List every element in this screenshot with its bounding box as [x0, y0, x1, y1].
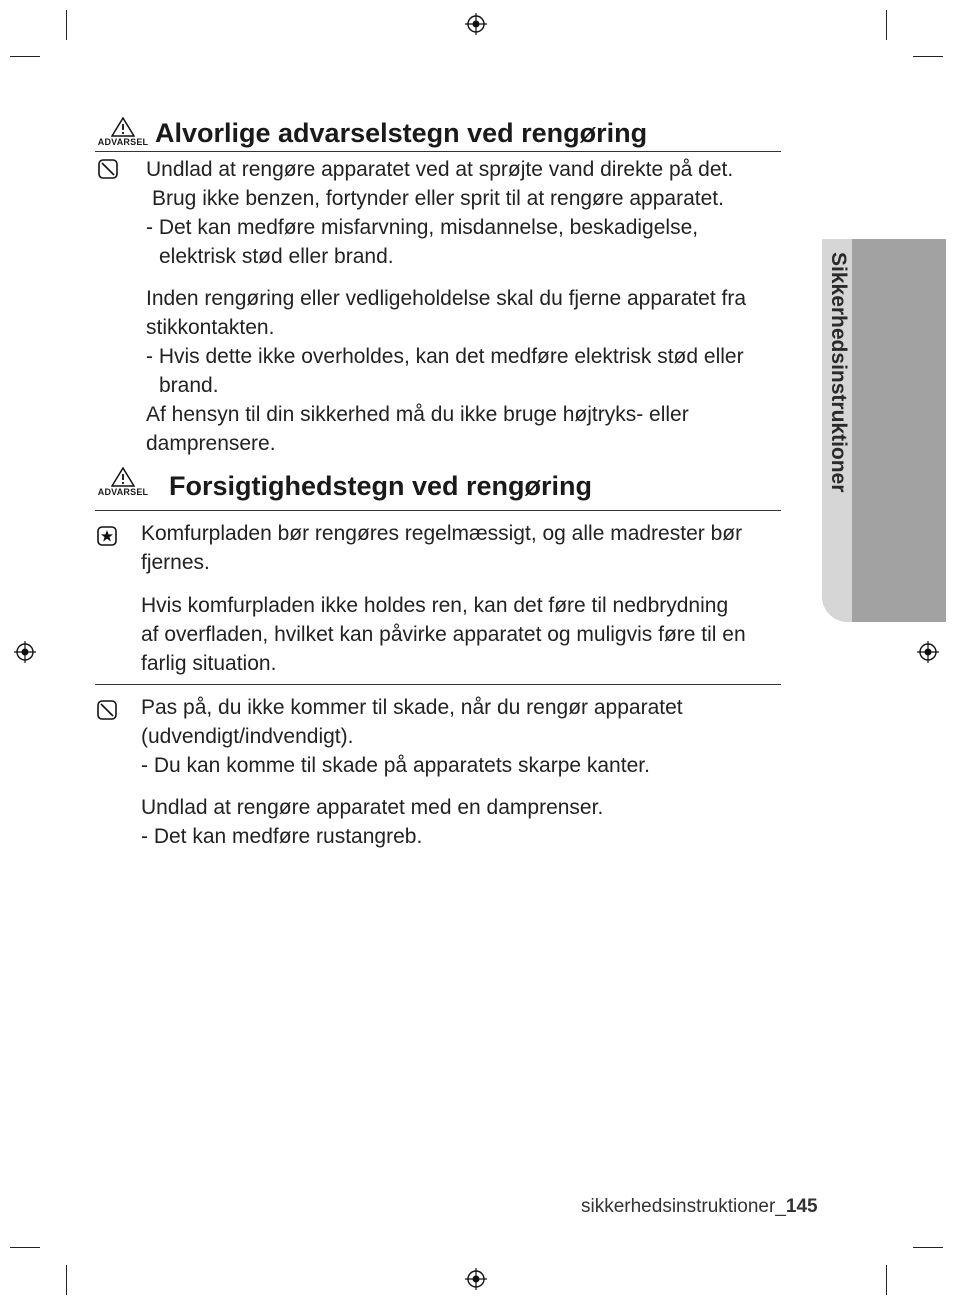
crop-mark	[10, 1247, 40, 1248]
registration-mark-icon	[917, 641, 939, 663]
crop-mark	[886, 1265, 887, 1295]
section-title: Alvorlige advarselstegn ved rengøring	[155, 118, 648, 148]
text-line: af overfladen, hvilket kan påvirke apparatet og muligvis føre til en	[141, 623, 746, 646]
star-icon	[96, 525, 118, 547]
crop-mark	[10, 56, 40, 57]
prohibition-icon	[97, 158, 119, 180]
text-line: - Det kan medføre rustangreb.	[141, 825, 423, 848]
text-line: Hvis komfurpladen ikke holdes ren, kan det føre til nedbrydning	[141, 594, 729, 617]
text-line: Komfurpladen bør rengøres regelmæssigt, og alle madrester bør	[141, 522, 743, 545]
crop-mark	[66, 10, 67, 40]
crop-mark	[913, 56, 943, 57]
divider	[95, 151, 781, 152]
page-footer	[581, 1196, 818, 1218]
text-line: elektrisk stød eller brand.	[159, 245, 394, 268]
divider	[95, 510, 781, 511]
text-line: Undlad at rengøre apparatet ved at sprøjte vand direkte på det.	[146, 158, 734, 181]
text-line: stikkontakten.	[146, 316, 275, 339]
text-line: brand.	[159, 374, 219, 397]
side-tab-label: Sikkerhedsinstruktioner	[827, 252, 850, 493]
text-line: Inden rengøring eller vedligeholdelse skal du fjerne apparatet fra	[146, 287, 747, 310]
warning-badge	[95, 467, 151, 497]
text-line: - Du kan komme til skade på apparatets skarpe kanter.	[141, 754, 650, 777]
text-line: damprensere.	[146, 432, 276, 455]
page-number: 145	[785, 1196, 818, 1217]
divider	[95, 684, 781, 685]
text-line: (udvendigt/indvendigt).	[141, 725, 354, 748]
prohibition-icon	[96, 699, 118, 721]
text-line: Undlad at rengøre apparatet med en damprenser.	[141, 796, 604, 819]
crop-mark	[913, 1247, 943, 1248]
warning-triangle-icon	[111, 467, 135, 487]
text-line: - Det kan medføre misfarvning, misdannelse, beskadigelse,	[146, 216, 699, 239]
registration-mark-icon	[465, 13, 487, 35]
text-line: Af hensyn til din sikkerhed må du ikke bruge højtryks- eller	[146, 403, 689, 426]
crop-mark	[886, 10, 887, 40]
warning-badge	[95, 117, 151, 147]
footer-section: sikkerhedsinstruktioner_	[581, 1196, 786, 1217]
text-line: Brug ikke benzen, fortynder eller sprit til at rengøre apparatet.	[152, 187, 724, 210]
warning-triangle-icon	[111, 117, 135, 137]
warning-label: ADVARSEL	[97, 487, 149, 497]
crop-mark	[66, 1265, 67, 1295]
text-line: - Hvis dette ikke overholdes, kan det medføre elektrisk stød eller	[146, 345, 744, 368]
text-line: Pas på, du ikke kommer til skade, når du rengør apparatet	[141, 696, 683, 719]
registration-mark-icon	[14, 641, 36, 663]
section-title: Forsigtighedstegn ved rengøring	[169, 471, 593, 501]
registration-mark-icon	[465, 1268, 487, 1290]
text-line: farlig situation.	[141, 652, 277, 675]
warning-label: ADVARSEL	[97, 137, 149, 147]
text-line: fjernes.	[141, 551, 210, 574]
